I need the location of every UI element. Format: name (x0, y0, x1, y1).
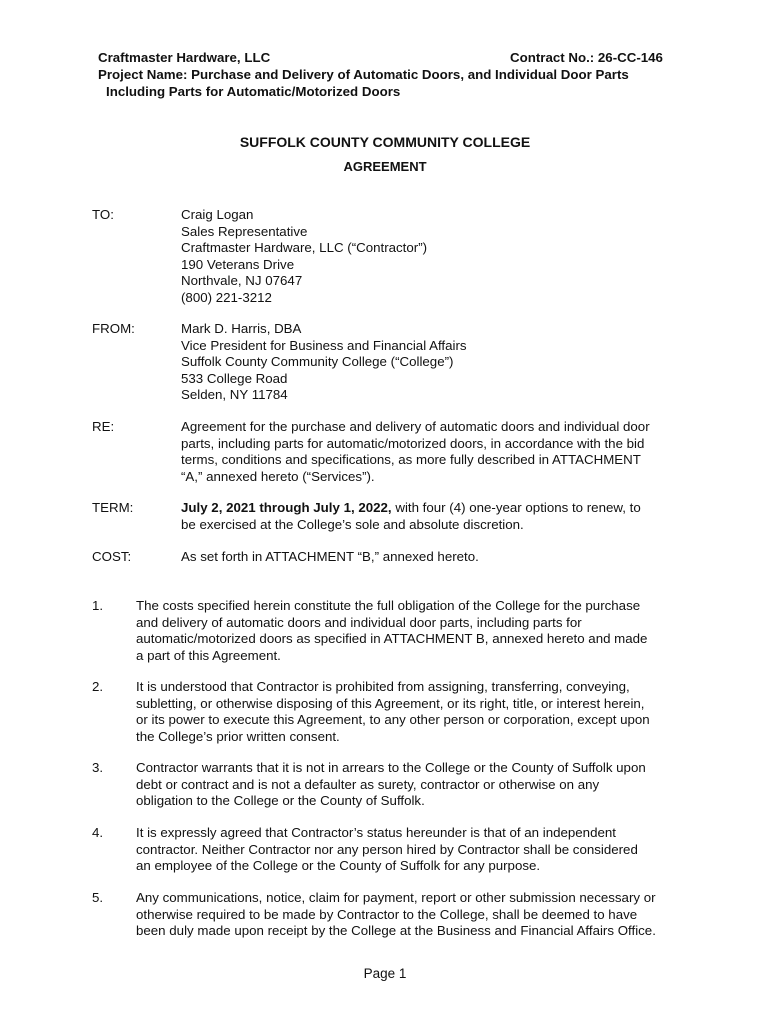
page-number: Page 1 (363, 966, 407, 981)
from-line: Selden, NY 11784 (181, 387, 288, 402)
item-paragraph (136, 598, 681, 664)
term-block (181, 500, 681, 533)
contract-number: Contract No.: 26-CC-146 (510, 50, 663, 65)
item-number: 1. (92, 598, 104, 613)
to-line: (800) 221-3212 (181, 289, 272, 305)
to-line: Northvale, NJ 07647 (181, 273, 303, 288)
to-line: Craftmaster Hardware, LLC (“Contractor”) (181, 240, 428, 255)
from-label: FROM: (92, 321, 135, 336)
item-number: 2. (92, 679, 104, 694)
re-block (181, 419, 681, 485)
item-line: The costs specified herein constitute the full obligation of the College for the purchase (136, 598, 641, 613)
cost-label: COST: (92, 549, 132, 564)
item-line: the College’s prior written consent. (136, 728, 340, 744)
item-line: contractor. Neither Contractor nor any person hired by Contractor shall be considered (136, 841, 638, 857)
item-line: debt or contract and is not a defaulter as surety, contractor or otherwise on any (136, 776, 600, 792)
document-title: SUFFOLK COUNTY COMMUNITY COLLEGE (239, 134, 531, 150)
term-dates: July 2, 2021 through July 1, 2022, (181, 500, 392, 515)
item-line: It is understood that Contractor is prohibited from assigning, transferring, conveying, (136, 679, 630, 694)
re-line: Agreement for the purchase and delivery of automatic doors and individual door (181, 419, 650, 434)
item-line: Contractor warrants that it is not in arrears to the College or the County of Suffolk upon (136, 760, 646, 775)
item-paragraph (136, 825, 681, 875)
re-line: parts, including parts for automatic/motorized doors, in accordance with the bid (181, 435, 645, 451)
item-paragraph (136, 890, 681, 940)
item-line: automatic/motorized doors as specified in ATTACHMENT B, annexed hereto and made (136, 631, 648, 646)
to-address-block (181, 207, 681, 306)
term-options: with four (4) one-year options to renew, to (391, 500, 641, 515)
to-label: TO: (92, 207, 114, 222)
re-label: RE: (92, 419, 115, 434)
item-line: It is expressly agreed that Contractor’s status hereunder is that of an independent (136, 825, 616, 840)
item-line: an employee of the College or the County of Suffolk for any purpose. (136, 858, 541, 873)
to-line: Sales Representative (181, 223, 308, 239)
term-line2: be exercised at the College’s sole and absolute discretion. (181, 516, 524, 532)
item-line: and delivery of automatic doors and individual door parts, including parts for (136, 614, 582, 630)
from-line: Mark D. Harris, DBA (181, 321, 302, 336)
item-number: 3. (92, 760, 104, 775)
re-line: “A,” annexed hereto (“Services”). (181, 468, 375, 484)
item-paragraph (136, 760, 681, 810)
from-line: Vice President for Business and Financial Affairs (181, 337, 467, 353)
project-name-line2: Including Parts for Automatic/Motorized Doors (106, 84, 401, 99)
item-line: or its power to execute this Agreement, to any other person or corporation, except upon (136, 712, 650, 727)
from-line: Suffolk County Community College (“College”) (181, 354, 454, 369)
contractor-name: Craftmaster Hardware, LLC (98, 50, 271, 65)
re-line: terms, conditions and specifications, as more fully described in ATTACHMENT (181, 452, 641, 467)
item-line: Any communications, notice, claim for payment, report or other submission necessary or (136, 890, 656, 905)
item-line: been duly made upon receipt by the College at the Business and Financial Affairs Office. (136, 923, 656, 938)
item-number: 5. (92, 890, 104, 905)
item-line: obligation to the College or the County of Suffolk. (136, 793, 425, 808)
cost-text: As set forth in ATTACHMENT “B,” annexed hereto. (181, 549, 479, 564)
item-line: otherwise required to be made by Contractor to the College, shall be deemed to have (136, 906, 638, 922)
document-subtitle: AGREEMENT (343, 159, 427, 174)
to-line: Craig Logan (181, 207, 254, 222)
from-line: 533 College Road (181, 370, 288, 386)
item-line: subletting, or otherwise disposing of this Agreement, or its right, title, or interest herein, (136, 695, 645, 711)
project-name-line1: Project Name: Purchase and Delivery of Automatic Doors, and Individual Door Parts (98, 67, 629, 82)
item-line: a part of this Agreement. (136, 647, 281, 663)
term-label: TERM: (92, 500, 134, 515)
from-address-block (181, 321, 681, 404)
to-line: 190 Veterans Drive (181, 256, 295, 272)
item-number: 4. (92, 825, 104, 840)
item-paragraph (136, 679, 681, 745)
